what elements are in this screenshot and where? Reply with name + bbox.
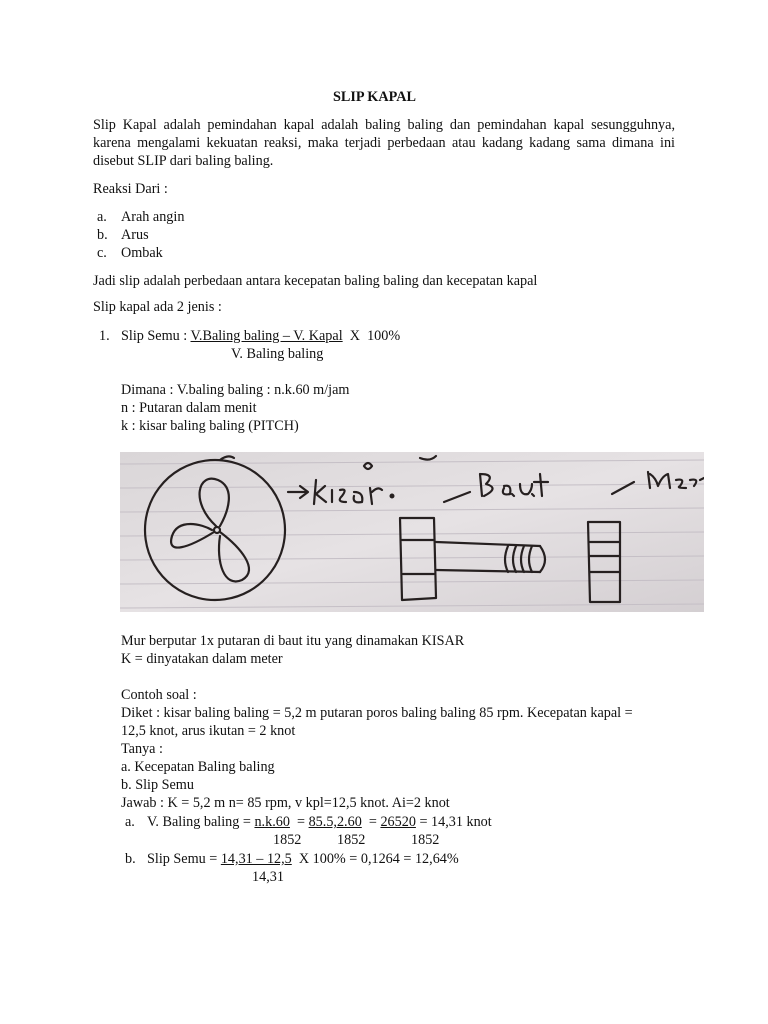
answer-b-formula [147,850,459,868]
item-marker: 1. [99,328,110,344]
answer-a-equals: = [361,814,381,830]
answer-b-numerator: 14,31 – 12,5 [220,851,292,867]
formula-denominator: V. Baling baling [231,346,324,362]
formula-numerator: V.Baling baling – V. Kapal [190,328,343,344]
list-item-text: Ombak [121,245,163,261]
list-marker: c. [97,245,107,261]
answer-b-denominator: 14,31 [252,869,284,885]
paper-background [120,452,704,612]
answer-a-denominator-3: 1852 [411,832,440,848]
dimana-line: Dimana : V.baling baling : n.k.60 m/jam [121,382,350,398]
jawab-line: Jawab : K = 5,2 m n= 85 rpm, v kpl=12,5 knot. Ai=2 knot [121,795,450,811]
list-marker: b. [97,227,108,243]
answer-a-formula [147,813,492,831]
tanya-heading: Tanya : [121,741,163,757]
intro-paragraph: Slip Kapal adalah pemindahan kapal adalah baling baling dan pemindahan kapal sesungguhnya, karena mengalami kekuatan reaksi, maka terjadi perbedaan atau kadang kadang sama dimana ini disebut SLIP dari baling baling. [93,117,675,169]
answer-a-denominator-1: 1852 [273,832,302,848]
reaksi-heading: Reaksi Dari : [93,181,168,197]
answer-a-label: V. Baling baling = [147,814,255,830]
list-marker: a. [97,209,107,225]
answer-b-marker: b. [125,851,136,867]
formula-multiplier: X 100% [342,328,401,344]
answer-a-equals: = [289,814,309,830]
formula-line [121,327,400,345]
answer-b-result: X 100% = 0,1264 = 12,64% [291,851,459,867]
answer-a-numerator-2: 85.5,2.60 [308,814,362,830]
mur-line: Mur berputar 1x putaran di baut itu yang dinamakan KISAR [121,633,465,649]
answer-a-numerator-3: 26520 [380,814,416,830]
formula-label: Slip Semu : [121,328,191,344]
tanya-item: b. Slip Semu [121,777,194,793]
diket-line: Diket : kisar baling baling = 5,2 m putaran poros baling baling 85 rpm. Kecepatan kapal = [121,705,633,721]
answer-a-denominator-2: 1852 [337,832,366,848]
contoh-heading: Contoh soal : [121,687,197,703]
conclusion-text: Jadi slip adalah perbedaan antara kecepatan baling baling dan kecepatan kapal [93,273,538,289]
tanya-item: a. Kecepatan Baling baling [121,759,275,775]
list-item-text: Arus [121,227,149,243]
jenis-heading: Slip kapal ada 2 jenis : [93,299,222,315]
page-title: SLIP KAPAL [333,89,416,105]
mur-line: K = dinyatakan dalam meter [121,651,283,667]
diket-line: 12,5 knot, arus ikutan = 2 knot [121,723,296,739]
answer-b-label: Slip Semu = [147,851,221,867]
list-item-text: Arah angin [121,209,185,225]
dimana-line: k : kisar baling baling (PITCH) [121,418,299,434]
answer-a-marker: a. [125,814,135,830]
answer-a-result: = 14,31 knot [415,814,492,830]
answer-a-numerator-1: n.k.60 [254,814,290,830]
dimana-line: n : Putaran dalam menit [121,400,257,416]
handwritten-sketch-photo [120,452,704,612]
